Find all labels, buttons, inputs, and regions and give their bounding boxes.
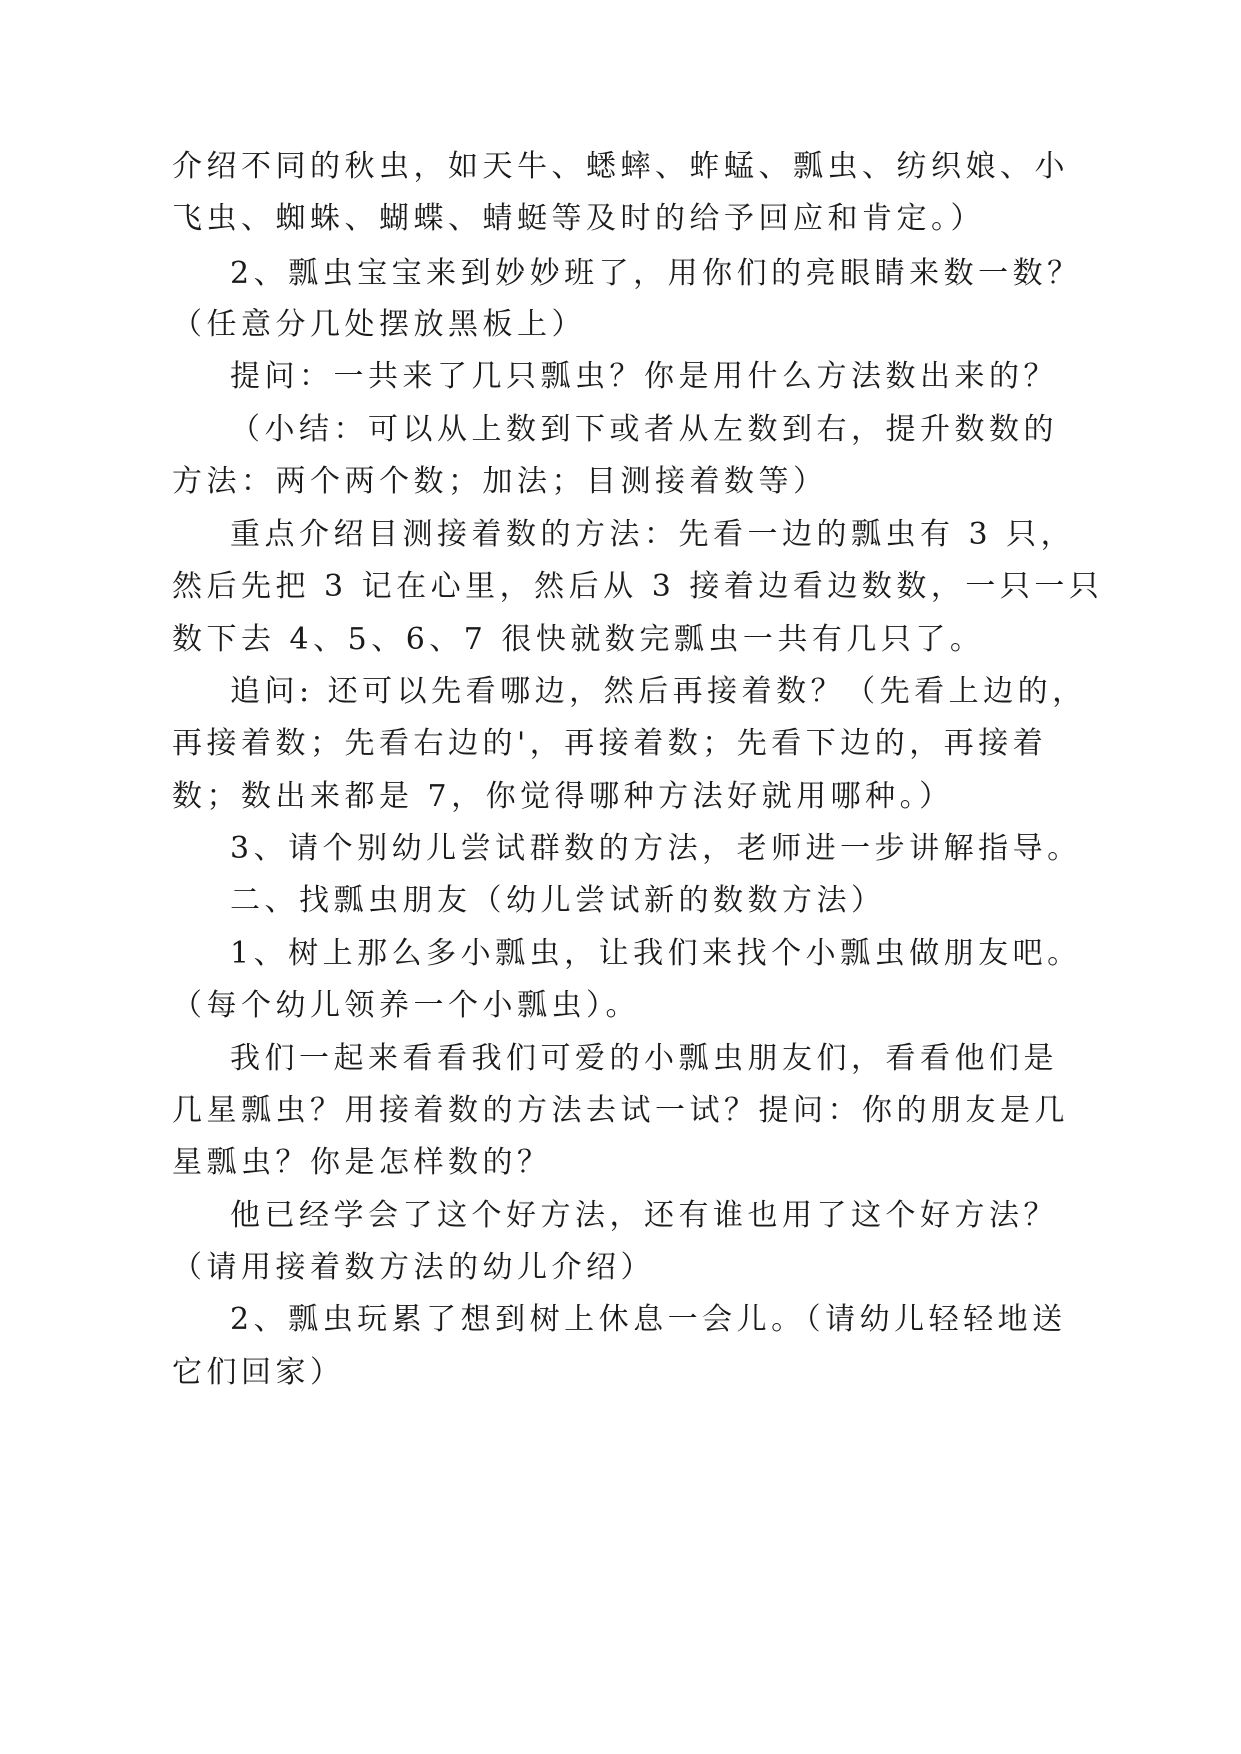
text-line: 介绍不同的秋虫，如天牛、蟋蟀、蚱蜢、瓢虫、纺织娘、小 (172, 149, 1069, 184)
text-line: 几星瓢虫？用接着数的方法去试一试？提问：你的朋友是几 (172, 1093, 1069, 1128)
text-line: 他已经学会了这个好方法，还有谁也用了这个好方法？ (230, 1198, 1058, 1233)
text-line: 飞虫、蜘蛛、蝴蝶、蜻蜓等及时的给予回应和肯定。） (172, 201, 985, 236)
text-line: 提问：一共来了几只瓢虫？你是用什么方法数出来的？ (230, 359, 1058, 394)
text-line: （小结：可以从上数到下或者从左数到右，提升数数的 (230, 412, 1058, 447)
text-line: 重点介绍目测接着数的方法：先看一边的瓢虫有 3 只， (230, 517, 1076, 552)
text-line: 数；数出来都是 7，你觉得哪种方法好就用哪种。） (172, 779, 954, 814)
text-line: 追问: 还可以先看哪边，然后再接着数？（先看上边的， (230, 674, 1087, 709)
text-line: （请用接着数方法的幼儿介绍） (172, 1250, 655, 1285)
text-line: 3、请个别幼儿尝试群数的方法，老师进一步讲解指导。 (230, 831, 1082, 866)
text-line: 然后先把 3 记在心里，然后从 3 接着边看边数数，一只一只 (172, 569, 1104, 604)
text-line: （每个幼儿领养一个小瓢虫）。 (172, 988, 640, 1023)
text-line: 1、树上那么多小瓢虫，让我们来找个小瓢虫做朋友吧。 (230, 936, 1082, 971)
text-line: （任意分几处摆放黑板上） (172, 307, 586, 342)
text-line: 2、瓢虫玩累了想到树上休息一会儿。（请幼儿轻轻地送 (230, 1302, 1067, 1337)
text-line: 2、瓢虫宝宝来到妙妙班了，用你们的亮眼睛来数一数？ (230, 256, 1082, 291)
text-line: 再接着数；先看右边的'，再接着数；先看下边的，再接着 (172, 726, 1048, 761)
text-line: 二、找瓢虫朋友（幼儿尝试新的数数方法） (230, 883, 886, 918)
text-line: 我们一起来看看我们可爱的小瓢虫朋友们，看看他们是 (230, 1041, 1058, 1076)
text-line: 数下去 4、5、6、7 很快就数完瓢虫一共有几只了。 (172, 622, 985, 657)
text-line: 星瓢虫？你是怎样数的？ (172, 1145, 552, 1180)
text-line: 它们回家） (172, 1355, 345, 1390)
text-line: 方法：两个两个数；加法；目测接着数等） (172, 464, 828, 499)
